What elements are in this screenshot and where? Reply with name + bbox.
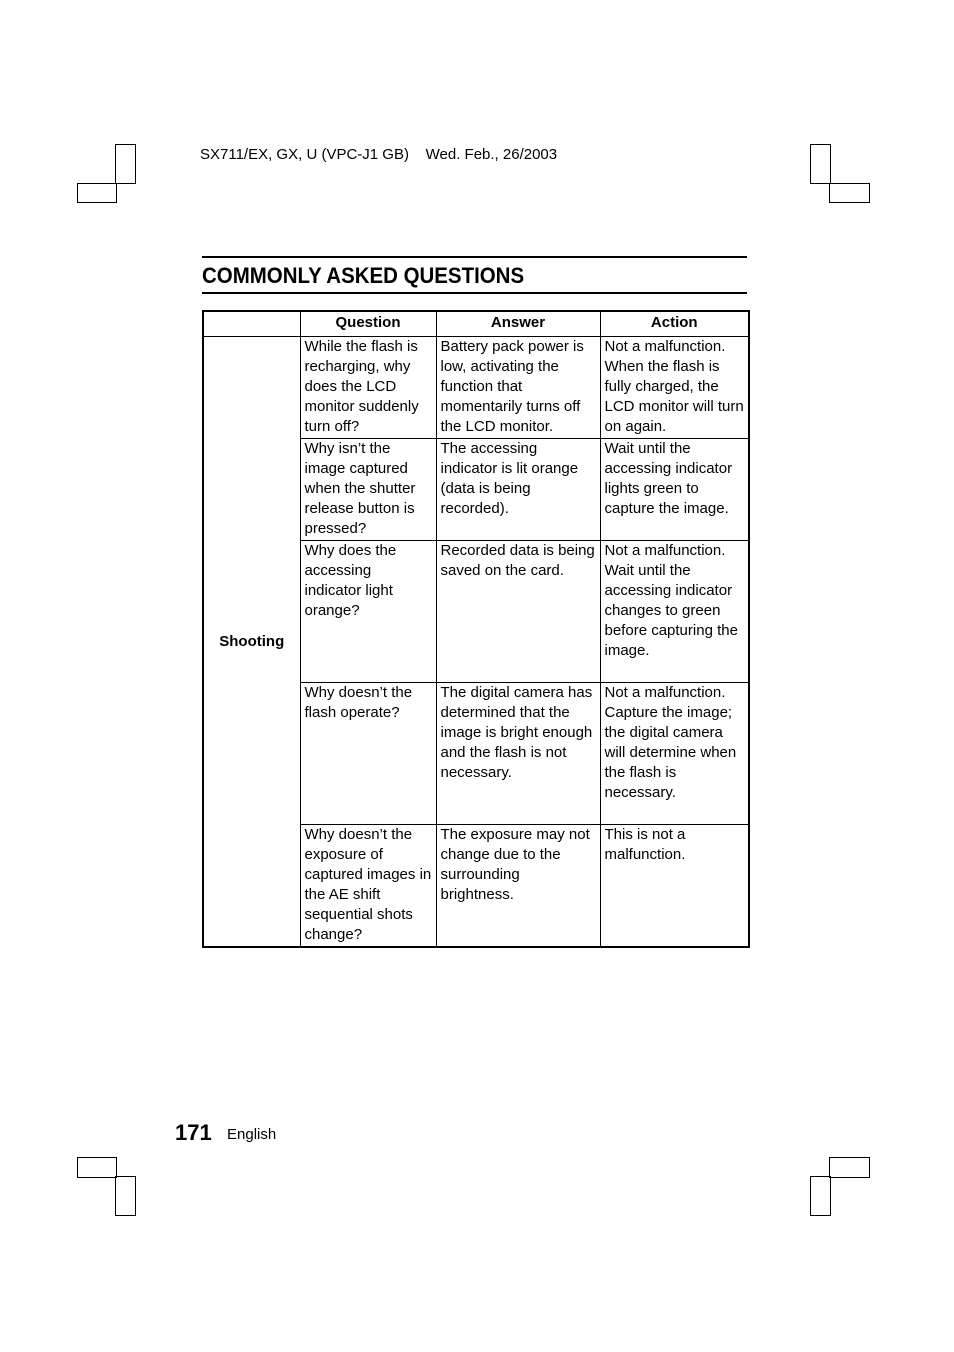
answer-cell: The accessing indicator is lit orange (data is being recorded).: [436, 439, 600, 541]
action-cell: Wait until the accessing indicator lights green to capture the image.: [600, 439, 749, 541]
document-header: [200, 146, 557, 163]
page-language: English: [227, 1126, 277, 1143]
faq-table: [202, 310, 750, 948]
crop-mark-bottom-left-horizontal: [77, 1157, 117, 1178]
crop-mark-bottom-left-vertical: [115, 1176, 136, 1216]
answer-cell: Battery pack power is low, activating the function that momentarily turns off the LCD monitor.: [436, 337, 600, 439]
action-cell: This is not a malfunction.: [600, 825, 749, 948]
table-header-row: [203, 311, 749, 337]
column-header-question: Question: [300, 311, 436, 337]
answer-cell: The digital camera has determined that the image is bright enough and the flash is not necessary.: [436, 683, 600, 825]
column-header-category: [203, 311, 300, 337]
action-cell: Not a malfunction. Wait until the accessing indicator changes to green before capturing the image.: [600, 541, 749, 683]
answer-cell: Recorded data is being saved on the card.: [436, 541, 600, 683]
page-title: COMMONLY ASKED QUESTIONS: [202, 263, 525, 288]
answer-cell: The exposure may not change due to the surrounding brightness.: [436, 825, 600, 948]
question-cell: Why does the accessing indicator light orange?: [300, 541, 436, 683]
action-cell: Not a malfunction. Capture the image; the digital camera will determine when the flash is necessary.: [600, 683, 749, 825]
crop-mark-top-right-vertical: [810, 144, 831, 184]
page-number: 171: [175, 1120, 212, 1145]
crop-mark-top-left-horizontal: [77, 183, 117, 203]
crop-mark-bottom-right-horizontal: [829, 1157, 870, 1178]
question-cell: Why isn’t the image captured when the shutter release button is pressed?: [300, 439, 436, 541]
section-title-block: [202, 256, 747, 294]
category-cell: Shooting: [203, 337, 300, 948]
model-code: SX711/EX, GX, U (VPC-J1 GB): [200, 146, 409, 163]
question-cell: Why doesn’t the exposure of captured images in the AE shift sequential shots change?: [300, 825, 436, 948]
crop-mark-top-right-horizontal: [829, 183, 870, 203]
question-cell: Why doesn’t the flash operate?: [300, 683, 436, 825]
print-date: Wed. Feb., 26/2003: [425, 146, 558, 163]
crop-mark-top-left-vertical: [115, 144, 136, 184]
question-cell: While the flash is recharging, why does the LCD monitor suddenly turn off?: [300, 337, 436, 439]
column-header-action: Action: [600, 311, 749, 337]
table-row: [203, 337, 749, 439]
crop-mark-bottom-right-vertical: [810, 1176, 831, 1216]
column-header-answer: Answer: [436, 311, 600, 337]
action-cell: Not a malfunction. When the flash is fully charged, the LCD monitor will turn on again.: [600, 337, 749, 439]
